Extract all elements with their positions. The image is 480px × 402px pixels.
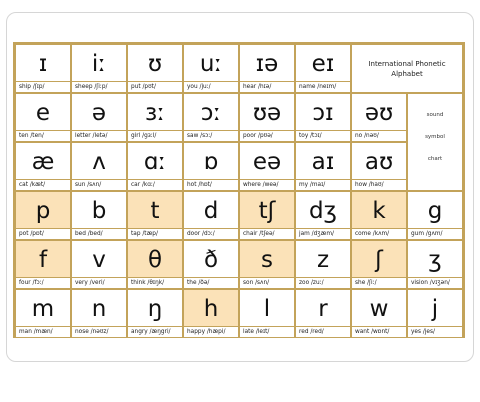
- consonant-cell: [71, 191, 127, 240]
- example-word: poor /pʊə/: [240, 130, 294, 141]
- phonetic-symbol: tʃ: [258, 198, 276, 224]
- phonetic-symbol: eə: [252, 149, 282, 175]
- example-word: you /juː/: [184, 81, 238, 92]
- example-word: chair /tʃeə/: [240, 228, 294, 239]
- phonetic-symbol: ɪə: [255, 51, 279, 77]
- phonetic-symbol: θ: [147, 247, 163, 273]
- consonant-cell: [351, 289, 407, 338]
- example-word: vision /vɪʒən/: [408, 277, 462, 288]
- vowel-cell: [71, 93, 127, 142]
- example-word: saw /sɔː/: [184, 130, 238, 141]
- phonetic-symbol: l: [263, 296, 271, 322]
- consonant-cell: [407, 191, 463, 240]
- vowel-cell: [71, 44, 127, 93]
- phonetic-symbol: ʒ: [428, 247, 442, 273]
- example-word: four /fɔː/: [16, 277, 70, 288]
- consonant-cell: [183, 289, 239, 338]
- phonetic-symbol: v: [92, 247, 106, 273]
- consonant-cell: [351, 191, 407, 240]
- example-word: cat /kæt/: [16, 179, 70, 190]
- consonant-cell: [71, 289, 127, 338]
- vowel-cell: [15, 93, 71, 142]
- consonant-cell: [127, 289, 183, 338]
- vowel-cell: [295, 142, 351, 191]
- legend-label: symbol: [425, 134, 445, 140]
- ipa-chart-grid: [13, 42, 465, 338]
- phonetic-symbol: h: [203, 296, 219, 322]
- phonetic-symbol: w: [369, 296, 389, 322]
- phonetic-symbol: dʒ: [309, 198, 337, 224]
- example-word: sun /sʌn/: [72, 179, 126, 190]
- phonetic-symbol: p: [35, 198, 51, 224]
- vowel-cell: [127, 93, 183, 142]
- example-word: happy /hæpi/: [184, 326, 238, 337]
- phonetic-symbol: ɑː: [143, 149, 167, 175]
- legend-box: [407, 93, 463, 191]
- vowel-cell: [295, 44, 351, 93]
- phonetic-symbol: e: [35, 100, 51, 126]
- vowel-cell: [127, 44, 183, 93]
- consonant-cell: [127, 240, 183, 289]
- phonetic-symbol: ɜː: [145, 100, 165, 126]
- phonetic-symbol: d: [203, 198, 219, 224]
- example-word: man /mæn/: [16, 326, 70, 337]
- phonetic-symbol: g: [427, 198, 443, 224]
- vowel-cell: [183, 93, 239, 142]
- phonetic-symbol: ŋ: [147, 296, 163, 322]
- consonant-cell: [183, 191, 239, 240]
- example-word: gum /gʌm/: [408, 228, 462, 239]
- vowel-cell: [351, 142, 407, 191]
- phonetic-symbol: ʌ: [92, 149, 106, 175]
- consonant-cell: [239, 240, 295, 289]
- example-word: yes /jes/: [408, 326, 462, 337]
- example-word: late /leɪt/: [240, 326, 294, 337]
- example-word: name /neɪm/: [296, 81, 350, 92]
- example-word: bed /bed/: [72, 228, 126, 239]
- example-word: hear /hɪə/: [240, 81, 294, 92]
- example-word: ten /ten/: [16, 130, 70, 141]
- phonetic-symbol: iː: [91, 51, 107, 77]
- phonetic-symbol: ə: [91, 100, 107, 126]
- example-word: my /maɪ/: [296, 179, 350, 190]
- vowel-cell: [183, 142, 239, 191]
- example-word: the /ðə/: [184, 277, 238, 288]
- chart-title-box: [351, 44, 463, 93]
- example-word: red /red/: [296, 326, 350, 337]
- consonant-cell: [239, 191, 295, 240]
- example-word: she /ʃiː/: [352, 277, 406, 288]
- example-word: pot /pɒt/: [16, 228, 70, 239]
- phonetic-symbol: t: [150, 198, 160, 224]
- consonant-cell: [295, 191, 351, 240]
- phonetic-symbol: m: [31, 296, 55, 322]
- consonant-cell: [71, 240, 127, 289]
- vowel-cell: [351, 93, 407, 142]
- phonetic-symbol: s: [261, 247, 273, 273]
- vowel-cell: [127, 142, 183, 191]
- example-word: son /sʌn/: [240, 277, 294, 288]
- example-word: car /kɑː/: [128, 179, 182, 190]
- consonant-cell: [407, 289, 463, 338]
- phonetic-symbol: ʊə: [252, 100, 282, 126]
- vowel-cell: [239, 44, 295, 93]
- consonant-cell: [295, 240, 351, 289]
- consonant-cell: [351, 240, 407, 289]
- example-word: door /dɔː/: [184, 228, 238, 239]
- example-word: very /veri/: [72, 277, 126, 288]
- vowel-cell: [239, 93, 295, 142]
- legend-label: sound: [426, 112, 444, 118]
- example-word: sheep /ʃiːp/: [72, 81, 126, 92]
- consonant-cell: [239, 289, 295, 338]
- example-word: no /nəʊ/: [352, 130, 406, 141]
- phonetic-symbol: aʊ: [364, 149, 394, 175]
- phonetic-symbol: z: [316, 247, 330, 273]
- phonetic-symbol: ʊ: [147, 51, 163, 77]
- consonant-cell: [127, 191, 183, 240]
- example-word: zoo /zuː/: [296, 277, 350, 288]
- example-word: angry /æŋgri/: [128, 326, 182, 337]
- example-word: come /kʌm/: [352, 228, 406, 239]
- vowel-cell: [15, 44, 71, 93]
- phonetic-symbol: ɔɪ: [312, 100, 334, 126]
- consonant-cell: [295, 289, 351, 338]
- phonetic-symbol: k: [372, 198, 386, 224]
- phonetic-symbol: eɪ: [311, 51, 335, 77]
- phonetic-symbol: əʊ: [364, 100, 394, 126]
- vowel-cell: [239, 142, 295, 191]
- vowel-cell: [71, 142, 127, 191]
- example-word: want /wɒnt/: [352, 326, 406, 337]
- phonetic-symbol: ɪ: [38, 51, 48, 77]
- phonetic-symbol: f: [38, 247, 48, 273]
- example-word: ship /ʃɪp/: [16, 81, 70, 92]
- example-word: put /pʊt/: [128, 81, 182, 92]
- example-word: tap /tæp/: [128, 228, 182, 239]
- example-word: hot /hɒt/: [184, 179, 238, 190]
- consonant-cell: [407, 240, 463, 289]
- phonetic-symbol: aɪ: [311, 149, 335, 175]
- legend-label: chart: [427, 156, 443, 162]
- phonetic-symbol: n: [91, 296, 107, 322]
- example-word: how /haʊ/: [352, 179, 406, 190]
- chart-title: International Phonetic Alphabet: [368, 59, 446, 78]
- vowel-cell: [183, 44, 239, 93]
- example-word: jam /dʒæm/: [296, 228, 350, 239]
- phonetic-symbol: uː: [199, 51, 223, 77]
- phonetic-symbol: ɒ: [203, 149, 219, 175]
- phonetic-symbol: ʃ: [375, 247, 383, 273]
- phonetic-symbol: b: [91, 198, 107, 224]
- consonant-cell: [183, 240, 239, 289]
- phonetic-symbol: æ: [31, 149, 55, 175]
- example-word: where /weə/: [240, 179, 294, 190]
- example-word: girl /gɜːl/: [128, 130, 182, 141]
- example-word: letter /letə/: [72, 130, 126, 141]
- phonetic-symbol: j: [431, 296, 439, 322]
- phonetic-symbol: r: [318, 296, 328, 322]
- example-word: nose /nəʊz/: [72, 326, 126, 337]
- phonetic-symbol: ð: [203, 247, 219, 273]
- example-word: think /θɪŋk/: [128, 277, 182, 288]
- consonant-cell: [15, 191, 71, 240]
- phonetic-symbol: ɔː: [200, 100, 222, 126]
- vowel-cell: [15, 142, 71, 191]
- section-divider: [15, 190, 463, 192]
- example-word: toy /tɔɪ/: [296, 130, 350, 141]
- consonant-cell: [15, 289, 71, 338]
- vowel-cell: [295, 93, 351, 142]
- consonant-cell: [15, 240, 71, 289]
